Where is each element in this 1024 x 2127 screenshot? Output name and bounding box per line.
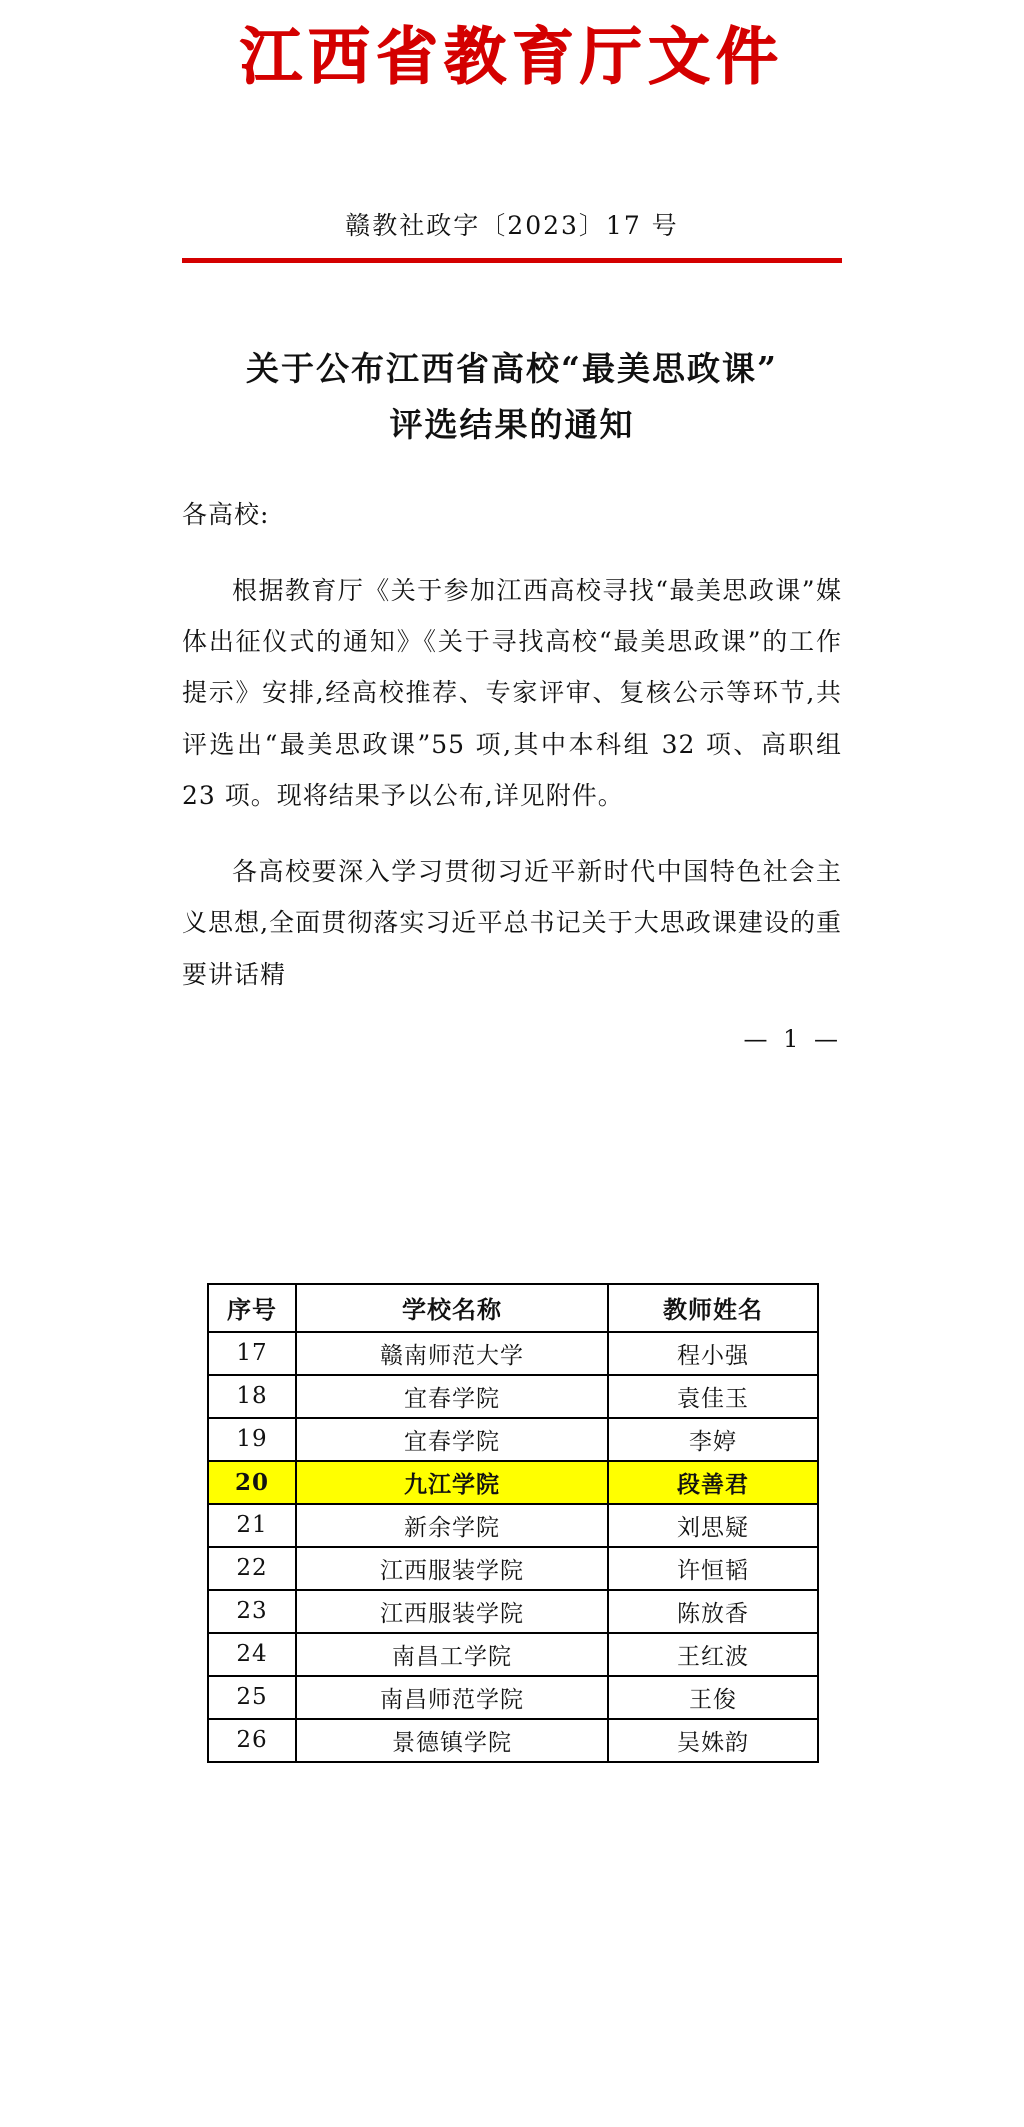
body-paragraph-2: 各高校要深入学习贯彻习近平新时代中国特色社会主义思想,全面贯彻落实习近平总书记关于大思政课建设的重要讲话精 (182, 857, 842, 989)
cell-no: 17 (208, 1332, 296, 1375)
cell-teacher: 程小强 (608, 1332, 818, 1375)
salutation: 各高校: (182, 499, 270, 529)
table-row (208, 1375, 818, 1418)
cell-no: 25 (208, 1676, 296, 1719)
table-row (208, 1418, 818, 1461)
table-row (208, 1461, 818, 1504)
page-title (0, 341, 1024, 453)
cell-school: 景德镇学院 (296, 1719, 608, 1762)
table-row (208, 1332, 818, 1375)
cell-teacher: 王俊 (608, 1676, 818, 1719)
cell-teacher: 许恒韬 (608, 1547, 818, 1590)
results-table-wrapper (207, 1283, 817, 1763)
cell-teacher: 袁佳玉 (608, 1375, 818, 1418)
cell-school: 九江学院 (296, 1461, 608, 1504)
page-bottom-clip (0, 1763, 1024, 1769)
column-header-school: 学校名称 (296, 1284, 608, 1332)
cell-school: 江西服装学院 (296, 1590, 608, 1633)
cell-teacher: 王红波 (608, 1633, 818, 1676)
document-number-block (0, 206, 1024, 263)
table-header-row (208, 1284, 818, 1332)
table-row (208, 1719, 818, 1762)
table-row (208, 1633, 818, 1676)
table-row (208, 1504, 818, 1547)
cell-no: 19 (208, 1418, 296, 1461)
column-header-no: 序号 (208, 1284, 296, 1332)
cell-no: 22 (208, 1547, 296, 1590)
cell-teacher: 段善君 (608, 1461, 818, 1504)
document-number: 赣教社政字〔2023〕17 号 (345, 210, 679, 240)
cell-school: 新余学院 (296, 1504, 608, 1547)
cell-no: 23 (208, 1590, 296, 1633)
table-row (208, 1547, 818, 1590)
cell-no: 26 (208, 1719, 296, 1762)
document-body (182, 489, 842, 1000)
cell-teacher: 陈放香 (608, 1590, 818, 1633)
cell-teacher: 刘思疑 (608, 1504, 818, 1547)
cell-school: 宜春学院 (296, 1375, 608, 1418)
page-title-line-2: 评选结果的通知 (389, 404, 635, 444)
cell-teacher: 李婷 (608, 1418, 818, 1461)
cell-no: 21 (208, 1504, 296, 1547)
table-row (208, 1590, 818, 1633)
cell-school: 赣南师范大学 (296, 1332, 608, 1375)
results-table-body (208, 1332, 818, 1762)
cell-teacher: 吴姝韵 (608, 1719, 818, 1762)
red-divider-rule (182, 258, 842, 263)
table-row (208, 1676, 818, 1719)
masthead-title: 江西省教育厅文件 (239, 20, 784, 93)
cell-school: 南昌工学院 (296, 1633, 608, 1676)
cell-no: 18 (208, 1375, 296, 1418)
cell-no: 20 (208, 1461, 296, 1504)
cell-school: 南昌师范学院 (296, 1676, 608, 1719)
page-number: — 1 — (743, 1024, 842, 1053)
cell-school: 江西服装学院 (296, 1547, 608, 1590)
cell-no: 24 (208, 1633, 296, 1676)
cell-school: 宜春学院 (296, 1418, 608, 1461)
page-title-line-1: 关于公布江西省高校“最美思政课” (246, 348, 778, 388)
body-paragraph-1: 根据教育厅《关于参加江西高校寻找“最美思政课”媒体出征仪式的通知》《关于寻找高校“最美思政课”的工作提示》安排,经高校推荐、专家评审、复核公示等环节,共评选出“最美思政课”55 项,其中本科组 32 项、高职组 23 项。现将结果予以公布,详见附件。 (182, 575, 842, 810)
column-header-teacher: 教师姓名 (608, 1284, 818, 1332)
results-table (207, 1283, 819, 1763)
masthead (0, 0, 1024, 96)
